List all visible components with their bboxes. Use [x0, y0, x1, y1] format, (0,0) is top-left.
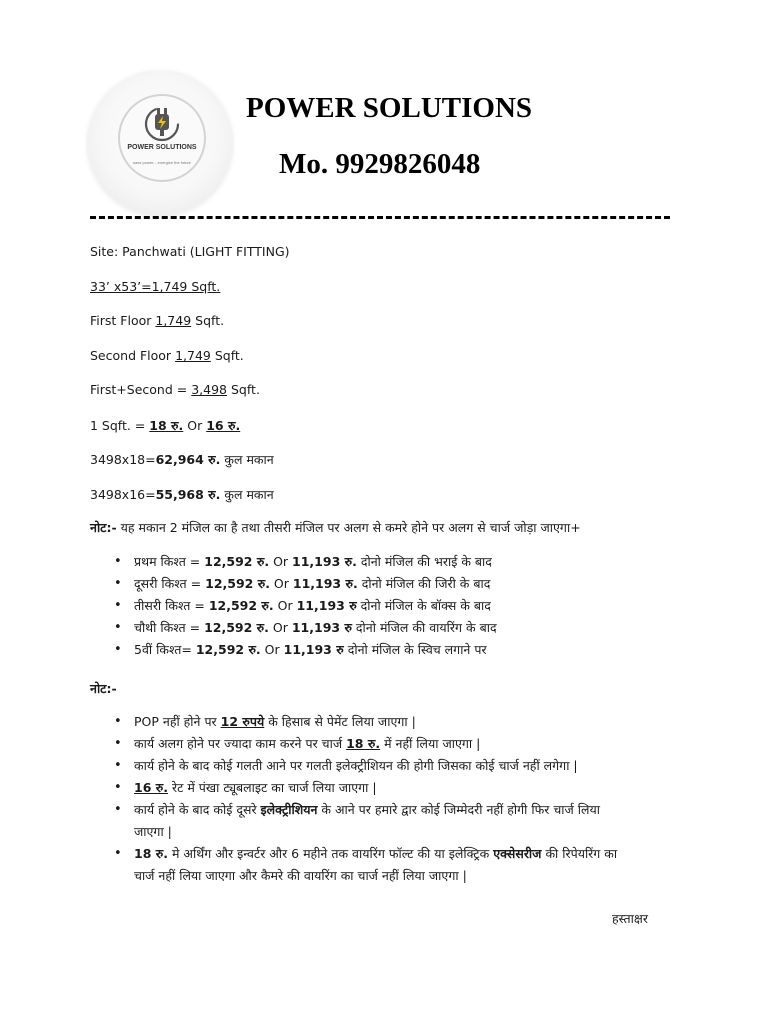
note2-label: नोट:-: [90, 681, 117, 696]
term-highlight: 12 रुपये: [220, 714, 265, 729]
installment-amount-a: 12,592 रु.: [204, 554, 270, 569]
first-floor-unit: Sqft.: [195, 313, 225, 328]
installment-amount-b: 11,193 रु: [296, 598, 357, 613]
installment-stage: दोनो मंजिल की जिरी के बाद: [361, 576, 491, 591]
installment-label: प्रथम किश्त =: [134, 554, 201, 569]
installment-amount-a: 12,592 रु.: [195, 642, 261, 657]
term-text: जाएगा |: [134, 824, 172, 839]
installment-or: Or: [273, 554, 289, 569]
installment-stage: दोनो मंजिल के बॉक्स के बाद: [360, 598, 491, 613]
term-text: मे अर्थिंग और इन्वर्टर और 6 महीने तक वायरिंग फॉल्ट की या इलेक्ट्रिक: [171, 846, 490, 861]
calc-a-expr: 3498x18=: [90, 452, 156, 467]
installment-item: [112, 595, 497, 617]
term-text: की रिपेयरिंग का: [545, 846, 618, 861]
calc-b-line: [90, 486, 274, 503]
installment-or: Or: [273, 576, 289, 591]
installment-item: [112, 639, 497, 661]
rate-label: 1 Sqft. =: [90, 418, 146, 433]
installment-or: Or: [277, 598, 293, 613]
installment-label: तीसरी किश्त =: [134, 598, 205, 613]
header-divider: [90, 216, 670, 219]
term-text: POP नहीं होने पर: [134, 714, 217, 729]
term-text: के आने पर हमारे द्वार कोई जिम्मेदरी नहीं होगी फिर चार्ज लिया: [321, 802, 600, 817]
total-line: [90, 382, 260, 397]
second-floor-value: 1,749: [175, 348, 211, 363]
installment-or: Or: [264, 642, 280, 657]
mobile-number: Mo. 9929826048: [279, 148, 481, 180]
installment-stage: दोनो मंजिल के स्विच लगाने पर: [347, 642, 487, 657]
term-text: में नहीं लिया जाएगा |: [384, 736, 481, 751]
rate-line: [90, 417, 240, 434]
term-item: [112, 777, 617, 799]
second-floor-label: Second Floor: [90, 348, 172, 363]
term-highlight: 18 रु.: [346, 736, 381, 751]
installment-label: 5वीं किश्त=: [134, 642, 192, 657]
calc-a-line: [90, 451, 274, 468]
term-item: [112, 843, 617, 887]
installment-amount-a: 12,592 रु.: [204, 620, 269, 635]
logo-text: POWER SOLUTIONS: [127, 144, 197, 151]
term-text: के हिसाब से पेमेंट लिया जाएगा |: [268, 714, 416, 729]
calc-a-desc: कुल मकान: [224, 452, 274, 467]
company-title: POWER SOLUTIONS: [246, 92, 533, 124]
installment-amount-b: 11,193 रु.: [292, 554, 357, 569]
term-text: कार्य होने के बाद कोई गलती आने पर गलती इलेक्ट्रीशियन की होगी जिसका कोई चार्ज नहीं लगेगा |: [134, 758, 578, 773]
term-item: [112, 733, 617, 755]
calc-a-value: 62,964 रु.: [155, 452, 221, 467]
second-floor-line: [90, 348, 244, 363]
total-unit: Sqft.: [231, 382, 260, 397]
installment-item: [112, 617, 497, 639]
rate-or: Or: [187, 418, 203, 433]
term-highlight: इलेक्ट्रीशियन: [260, 802, 318, 817]
installment-amount-b: 11,193 रु.: [292, 576, 358, 591]
term-item: [112, 755, 617, 777]
installment-label: चौथी किश्त =: [134, 620, 201, 635]
term-text: चार्ज नहीं लिया जाएगा और कैमरे की वायरिंग का चार्ज नहीं लिया जाएगा |: [134, 868, 467, 883]
note1-line: [90, 519, 581, 536]
term-highlight: 18 रु.: [134, 846, 168, 861]
rate-b: 16 रु.: [206, 418, 241, 433]
term-text: रेट में पंखा ट्यूबलाइट का चार्ज लिया जाएगा |: [171, 780, 377, 795]
first-floor-label: First Floor: [90, 313, 152, 328]
note1-label: नोट:-: [90, 520, 117, 535]
total-label: First+Second =: [90, 382, 188, 397]
plug-icon: [140, 104, 184, 144]
calc-b-value: 55,968 रु.: [155, 487, 221, 502]
installment-amount-b: 11,193 रु: [291, 620, 352, 635]
company-logo: [88, 72, 232, 216]
term-item: [112, 711, 617, 733]
site-line: Site: Panchwati (LIGHT FITTING): [90, 244, 290, 259]
second-floor-unit: Sqft.: [214, 348, 244, 363]
installment-amount-b: 11,193 रु: [283, 642, 344, 657]
installment-or: Or: [272, 620, 288, 635]
first-floor-value: 1,749: [155, 313, 192, 328]
logo-emblem: [118, 94, 206, 182]
signature-label: हस्ताक्षर: [612, 911, 648, 926]
installment-stage: दोनो मंजिल की वायरिंग के बाद: [355, 620, 497, 635]
first-floor-line: [90, 313, 224, 328]
term-highlight: एक्सेसरीज: [493, 846, 542, 861]
term-text: कार्य अलग होने पर ज्यादा काम करने पर चार्ज: [134, 736, 343, 751]
note1-text: यह मकान 2 मंजिल का है तथा तीसरी मंजिल पर अलग से कमरे होने पर अलग से चार्ज जोड़ा जाएगा+: [120, 520, 581, 535]
term-highlight: 16 रु.: [134, 780, 168, 795]
installment-list: [112, 551, 497, 661]
term-item: [112, 799, 617, 843]
terms-list: [112, 711, 617, 887]
installment-amount-a: 12,592 रु.: [205, 576, 270, 591]
area-line: 33’ x53’=1,749 Sqft.: [90, 279, 221, 294]
installment-stage: दोनो मंजिल की भराई के बाद: [360, 554, 492, 569]
rate-a: 18 रु.: [149, 418, 184, 433]
calc-b-desc: कुल मकान: [224, 487, 274, 502]
term-text: कार्य होने के बाद कोई दूसरे: [134, 802, 257, 817]
total-value: 3,498: [191, 382, 228, 397]
installment-amount-a: 12,592 रु.: [208, 598, 274, 613]
installment-label: दूसरी किश्त =: [134, 576, 202, 591]
installment-item: [112, 573, 497, 595]
logo-tagline: save power... energize the future: [132, 160, 192, 165]
calc-b-expr: 3498x16=: [90, 487, 156, 502]
installment-item: [112, 551, 497, 573]
